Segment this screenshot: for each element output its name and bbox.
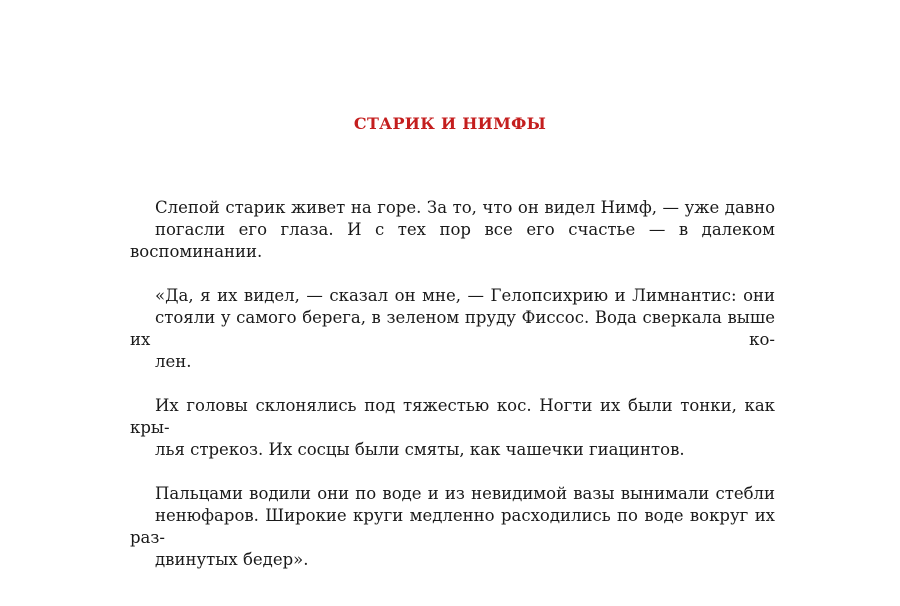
chapter-title: СТАРИК И НИМФЫ: [353, 114, 547, 133]
text-line: Их головы склонялись под тяжестью кос. Ногти их были тонки, как кры-: [130, 396, 775, 437]
text-line: Слепой старик живет на горе. За то, что он видел Нимф, — уже давно: [155, 198, 775, 217]
text-line: двинутых бедер».: [155, 550, 309, 569]
chapter-text: [130, 197, 775, 593]
paragraph-3: [130, 395, 775, 461]
text-line: погасли его глаза. И с тех пор все его счастье — в далеком воспоминании.: [130, 220, 775, 261]
text-line: Пальцами водили они по воде и из невидимой вазы вынимали стебли: [155, 484, 775, 503]
text-line: лен.: [155, 352, 192, 371]
paragraph-1: [130, 197, 775, 263]
text-line: лья стрекоз. Их сосцы были смяты, как чашечки гиацинтов.: [155, 440, 685, 459]
paragraph-2: [130, 285, 775, 373]
text-line: «Да, я их видел, — сказал он мне, — Гелопсихрию и Лимнантис: они: [155, 286, 775, 305]
text-line: стояли у самого берега, в зеленом пруду Фиссос. Вода сверкала выше их ко-: [130, 308, 775, 349]
text-line: ненюфаров. Широкие круги медленно расходились по воде вокруг их раз-: [130, 506, 775, 547]
paragraph-4: [130, 483, 775, 571]
